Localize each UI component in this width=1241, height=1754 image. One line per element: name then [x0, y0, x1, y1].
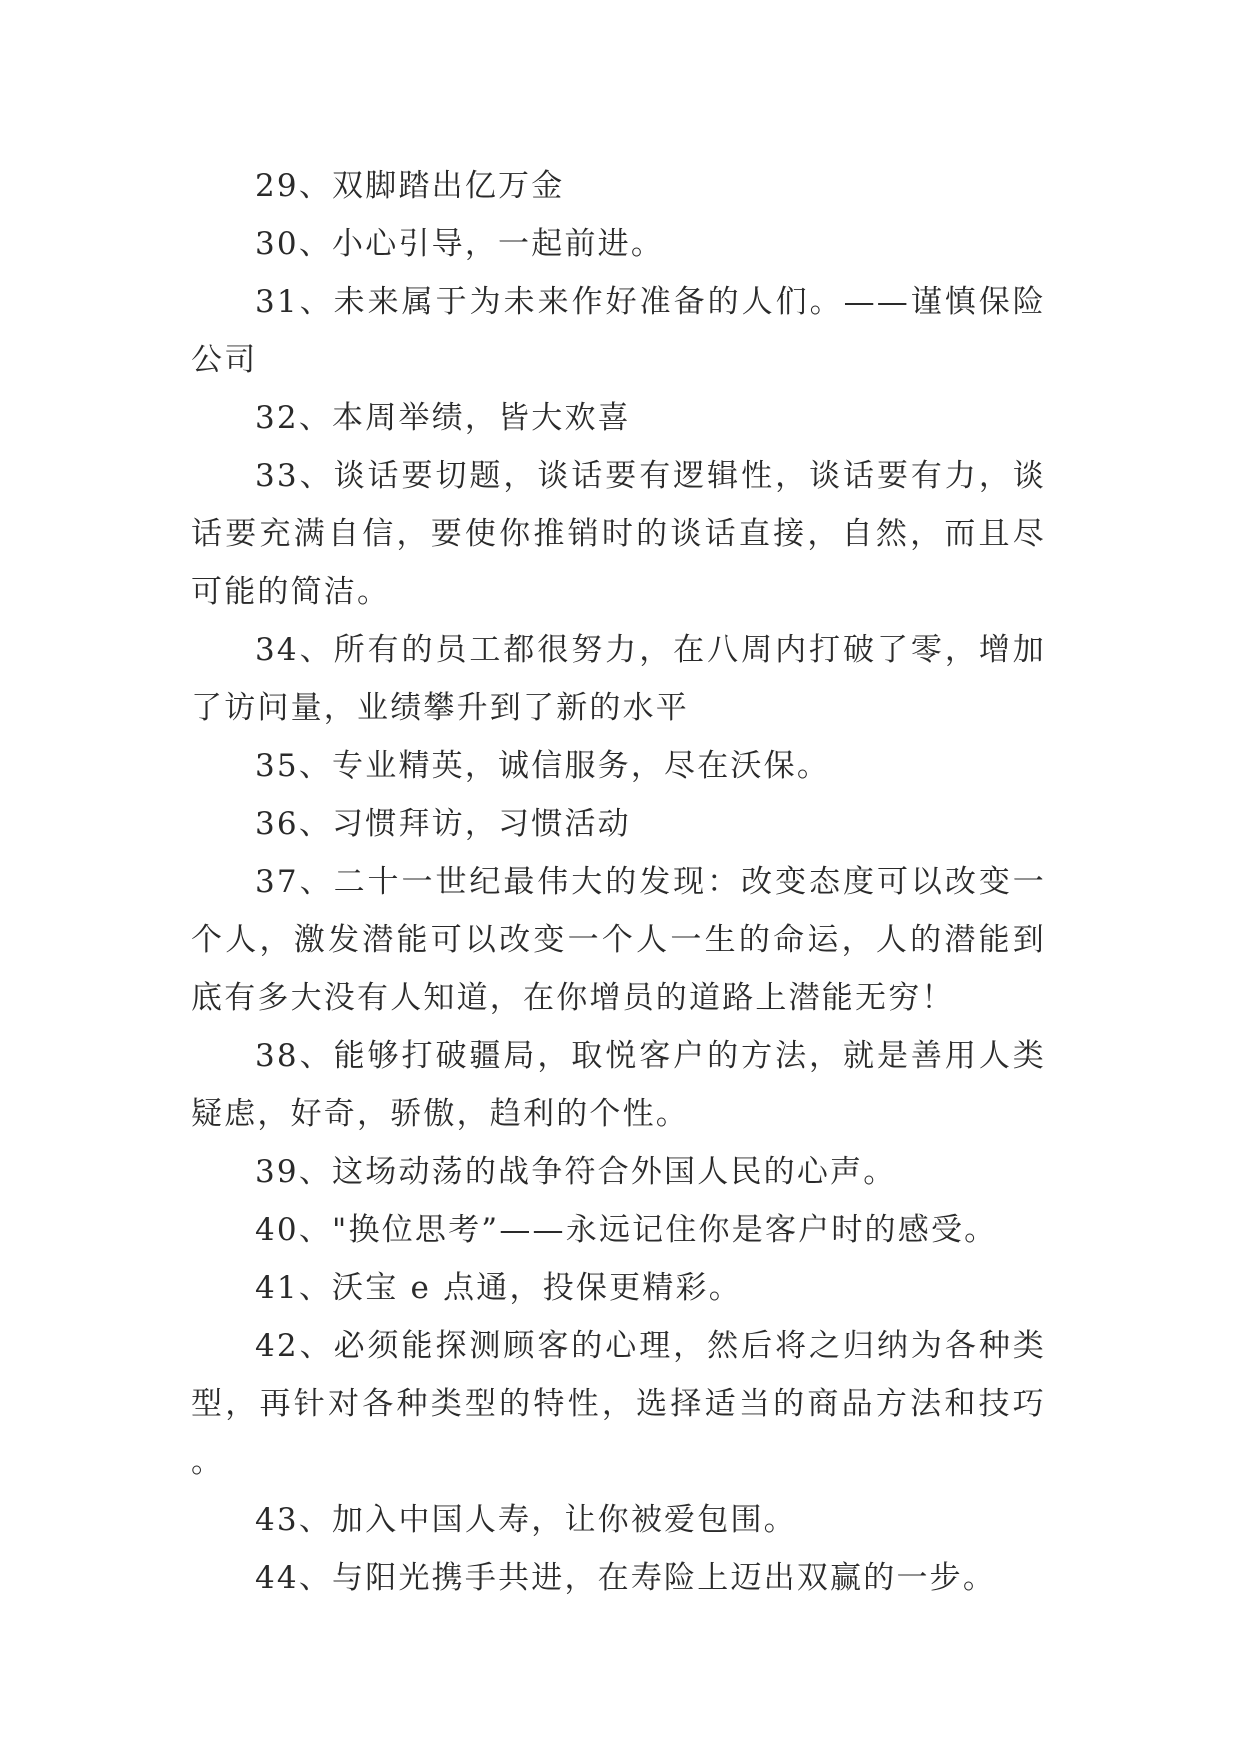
list-item: 38、能够打破疆局，取悦客户的方法，就是善用人类疑虑，好奇，骄傲，趋利的个性。 — [191, 1038, 1046, 1132]
list-item: 40、"换位思考”——永远记住你是客户时的感受。 — [255, 1212, 998, 1248]
list-item: 37、二十一世纪最伟大的发现：改变态度可以改变一个人，激发潜能可以改变一个人一生的命运，人的潜能到底有多大没有人知道，在你增员的道路上潜能无穷！ — [191, 864, 1046, 1016]
list-item: 36、习惯拜访，习惯活动 — [255, 806, 631, 842]
list-item: 34、所有的员工都很努力，在八周内打破了零，增加了访问量，业绩攀升到了新的水平 — [191, 632, 1046, 726]
list-item: 30、小心引导，一起前进。 — [255, 226, 665, 262]
list-item: 31、未来属于为未来作好准备的人们。——谨慎保险公司 — [191, 284, 1046, 378]
list-item: 42、必须能探测顾客的心理，然后将之归纳为各种类型，再针对各种类型的特性，选择适当的商品方法和技巧。 — [191, 1328, 1046, 1480]
list-item: 39、这场动荡的战争符合外国人民的心声。 — [255, 1154, 897, 1190]
document-body — [191, 157, 1046, 1607]
list-item: 32、本周举绩，皆大欢喜 — [255, 400, 631, 436]
list-item: 43、加入中国人寿，让你被爱包围。 — [255, 1502, 797, 1538]
list-item: 35、专业精英，诚信服务，尽在沃保。 — [255, 748, 831, 784]
list-item: 33、谈话要切题，谈话要有逻辑性，谈话要有力，谈话要充满自信，要使你推销时的谈话直接，自然，而且尽可能的简洁。 — [191, 458, 1046, 610]
list-item: 29、双脚踏出亿万金 — [255, 168, 565, 204]
list-item: 41、沃宝 e 点通，投保更精彩。 — [255, 1270, 742, 1306]
list-item: 44、与阳光携手共进，在寿险上迈出双赢的一步。 — [255, 1560, 997, 1596]
